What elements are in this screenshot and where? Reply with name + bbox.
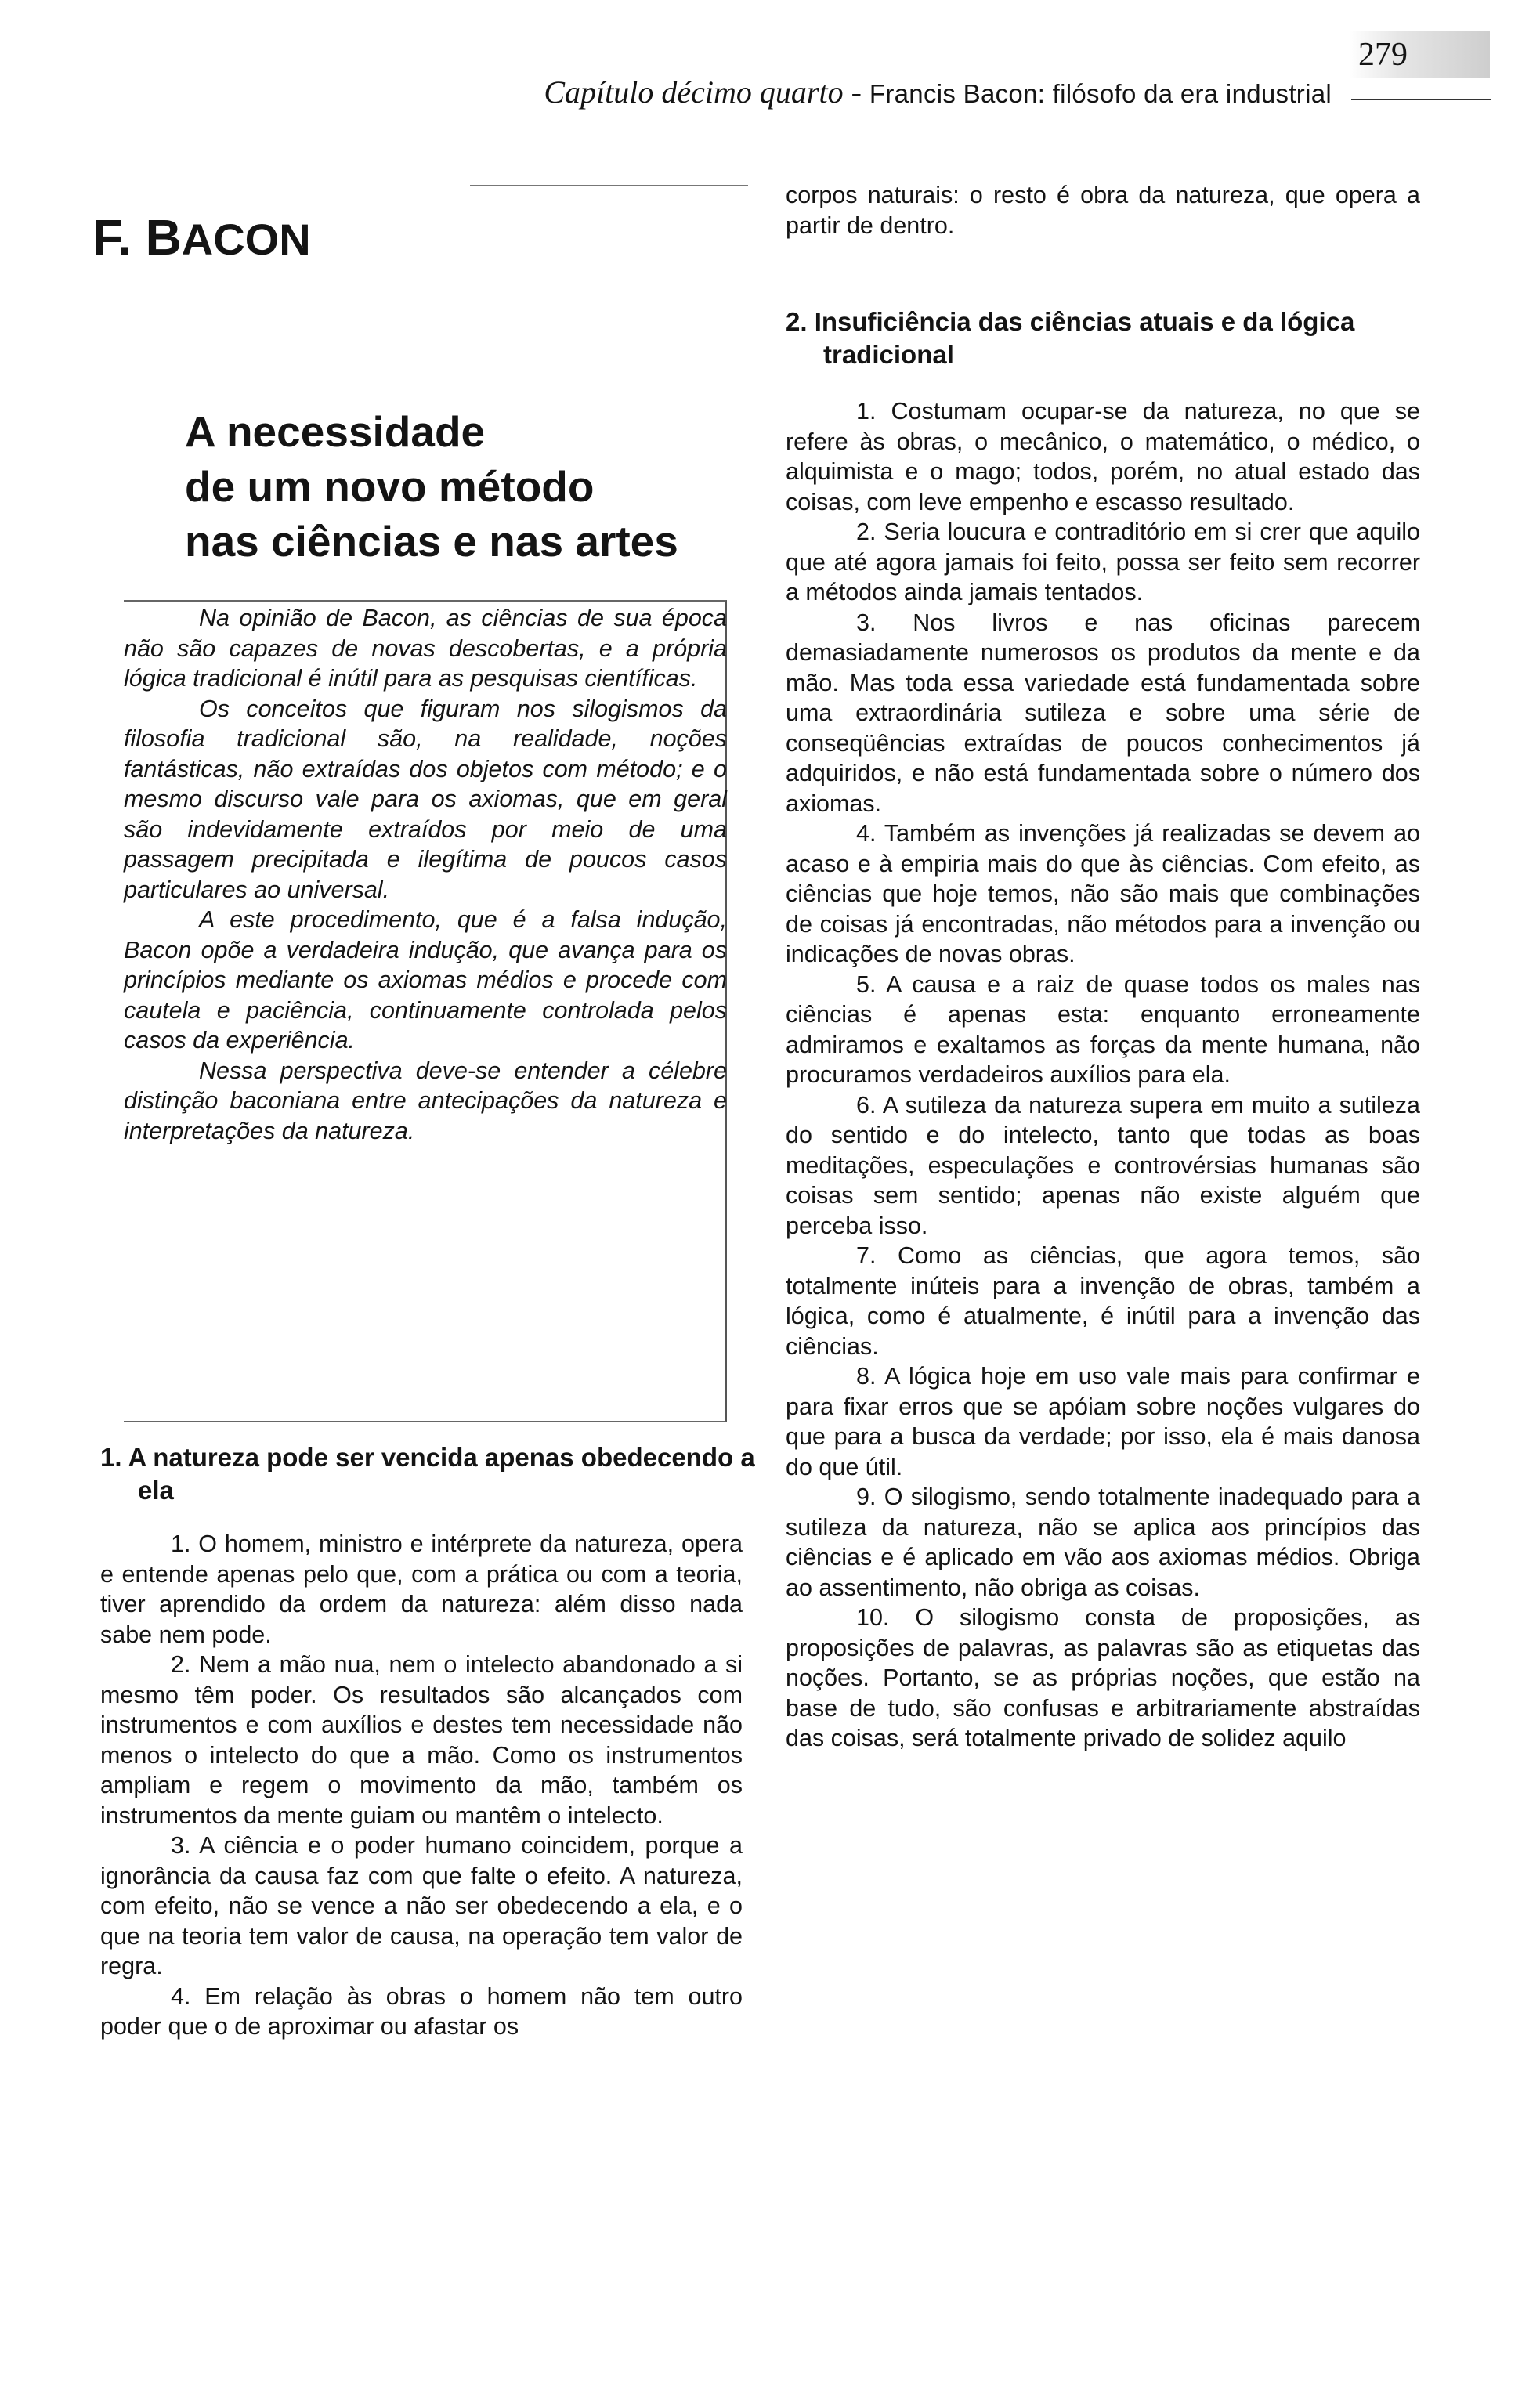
intro-paragraph: A este procedimento, que é a falsa indução, Bacon opõe a verdadeira indução, que avança para os princípios mediante os axiomas médios e procede com cautela e paciência, continuamente controlada pelos casos da experiência. <box>124 906 727 1054</box>
section-1-paragraph: 2. Nem a mão nua, nem o intelecto abandonado a si mesmo têm poder. Os resultados são alcançados com instrumentos e com auxílios e destes tem necessidade não menos o intelecto do que a mão. Como os instrumentos ampliam e regem o movimento da mão, também os instrumentos da mente guiam ou mantêm o intelecto. <box>100 1651 743 1829</box>
author-heading <box>92 210 311 267</box>
section-1-title: 1. A natureza pode ser vencida apenas obedecendo a ela <box>100 1443 755 1505</box>
chapter-subtitle: Francis Bacon: filósofo da era industrial <box>869 79 1332 108</box>
article-title-line: de um novo método <box>185 462 595 511</box>
section-1-body <box>100 1529 743 2042</box>
intro-paragraph: Os conceitos que figuram nos silogismos da filosofia tradicional são, na realidade, noções fantásticas, não extraídas dos objetos com método; e o mesmo discurso vale para os axiomas, que em geral são indevidamente extraídos por meio de uma passagem precipitada e ilegítima de poucos casos particulares ao universal. <box>124 695 727 903</box>
section-1-paragraph: 3. A ciência e o poder humano coincidem, porque a ignorância da causa faz com que falte o efeito. A natureza, com efeito, não se vence a não ser obedecendo a ela, e o que na teoria tem valor de causa, na operação tem valor de regra. <box>100 1832 743 1979</box>
header-rule <box>1351 99 1491 100</box>
right-column-top <box>786 180 1420 240</box>
section-2-paragraph: 10. O silogismo consta de proposições, as proposições de palavras, as palavras são as etiquetas das noções. Portanto, se as próprias noções, que estão na base de tudo, são confusas e arbitrariamente abstraídas das coisas, será totalmente privado de solidez aquilo <box>786 1604 1420 1751</box>
section-2-body <box>786 396 1420 1754</box>
section-2-title: 2. Insuficiência das ciências atuais e da lógica tradicional <box>786 307 1355 369</box>
author-initial: F. B <box>92 209 182 266</box>
article-title <box>185 404 733 569</box>
section-1-paragraph: 4. Em relação às obras o homem não tem outro poder que o de aproximar ou afastar os <box>100 1982 743 2040</box>
section-1-paragraph: 1. O homem, ministro e intérprete da natureza, opera e entende apenas pelo que, com a prática ou com a teoria, tiver aprendido da ordem da natureza: além disso nada sabe nem pode. <box>100 1531 743 1648</box>
author-rest: ACON <box>181 215 311 264</box>
section-2-paragraph: 6. A sutileza da natureza supera em muito a sutileza do sentido e do intelecto, tanto que todas as boas meditações, especulações e controvérsias humanas são coisas sem sentido; apenas não existe alguém que perceba isso. <box>786 1091 1420 1239</box>
intro-paragraph: Nessa perspectiva deve-se entender a célebre distinção baconiana entre antecipações da natureza e interpretações da natureza. <box>124 1057 727 1144</box>
section-2-paragraph: 7. Como as ciências, que agora temos, são totalmente inúteis para a invenção de obras, também a lógica, como é atualmente, é inútil para a invenção das ciências. <box>786 1242 1420 1360</box>
section-2-paragraph: 3. Nos livros e nas oficinas parecem demasiadamente numerosos os produtos da mente e da mão. Mas toda essa variedade está fundamentada sobre uma extraordinária sutileza e sobre uma série de conseqüências extraídas de poucos conhecimentos já adquiridos, e não está fundamentada sobre o número dos axiomas. <box>786 609 1420 817</box>
continued-paragraph: corpos naturais: o resto é obra da natureza, que opera a partir de dentro. <box>786 182 1420 239</box>
section-2-paragraph: 1. Costumam ocupar-se da natureza, no que se refere às obras, o mecânico, o matemático, o médico, o alquimista e o mago; todos, porém, no atual estado das coisas, com leve empenho e escasso resultado. <box>786 398 1420 515</box>
intro-summary <box>124 603 727 1146</box>
article-title-line: nas ciências e nas artes <box>185 517 678 566</box>
page-number: 279 <box>1349 31 1490 78</box>
intro-paragraph: Na opinião de Bacon, as ciências de sua época não são capazes de novas descobertas, e a própria lógica tradicional é inútil para as pesquisas científicas. <box>124 605 727 692</box>
author-rule <box>470 185 748 186</box>
section-2-paragraph: 2. Seria loucura e contraditório em si crer que aquilo que até agora jamais foi feito, possa ser feito sem recorrer a métodos ainda jamais tentados. <box>786 519 1420 605</box>
header-separator: - <box>843 74 869 110</box>
article-title-line: A necessidade <box>185 407 486 456</box>
section-2-paragraph: 5. A causa e a raiz de quase todos os males nas ciências é apenas esta: enquanto erroneamente admiramos e exaltamos as forças da mente humana, não procuramos verdadeiros auxílios para ela. <box>786 970 1420 1088</box>
chapter-label: Capítulo décimo quarto <box>544 74 844 110</box>
running-head <box>376 72 1332 114</box>
section-2-paragraph: 8. A lógica hoje em uso vale mais para confirmar e para fixar erros que se apóiam sobre noções vulgares do que para a busca da verdade; por isso, ela é mais danosa do que útil. <box>786 1363 1420 1480</box>
section-2-paragraph: 4. Também as invenções já realizadas se devem ao acaso e à empiria mais do que às ciências. Com efeito, as ciências que hoje temos, não são mais que combinações de coisas já encontradas, não métodos para a invenção ou indicações de novas obras. <box>786 820 1420 967</box>
section-2-paragraph: 9. O silogismo, sendo totalmente inadequado para a sutileza da natureza, não se aplica aos princípios das ciências e é aplicado em vão aos axiomas médios. Obriga ao assentimento, não obriga as coisas. <box>786 1484 1420 1601</box>
